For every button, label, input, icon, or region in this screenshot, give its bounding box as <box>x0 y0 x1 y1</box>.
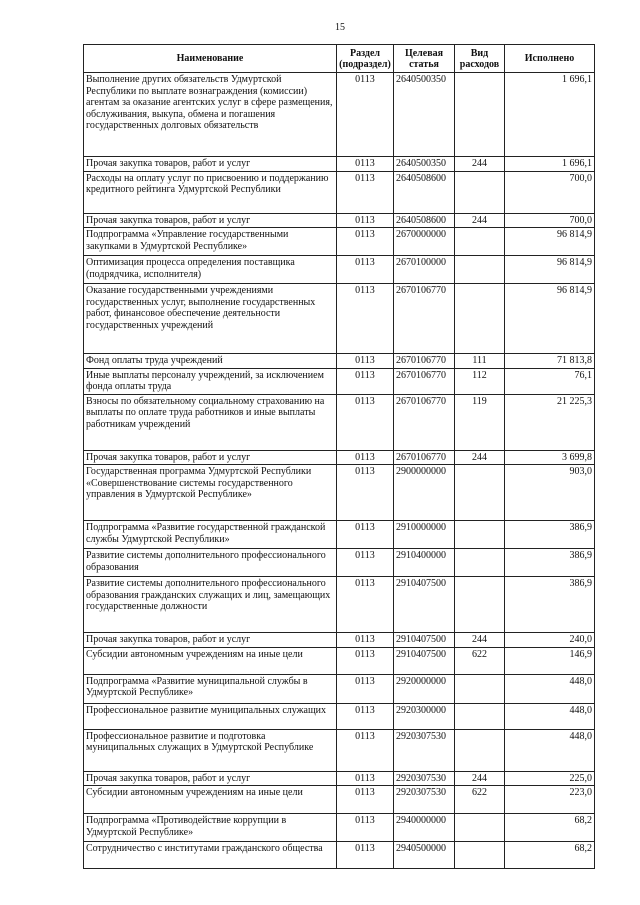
cell-kind <box>455 73 505 157</box>
cell-article: 2920307530 <box>394 729 455 771</box>
cell-article: 2940000000 <box>394 814 455 842</box>
cell-name: Подпрограмма «Развитие государственной гражданской службы Удмуртской Республики» <box>84 521 337 549</box>
cell-name: Расходы на оплату услуг по присвоению и поддержанию кредитного рейтинга Удмуртской Республики <box>84 171 337 213</box>
cell-article: 2940500000 <box>394 842 455 869</box>
cell-section: 0113 <box>337 521 394 549</box>
cell-kind: 111 <box>455 354 505 369</box>
header-done: Исполнено <box>505 45 595 73</box>
cell-section: 0113 <box>337 354 394 369</box>
header-name: Наименование <box>84 45 337 73</box>
cell-kind <box>455 842 505 869</box>
cell-kind <box>455 256 505 284</box>
cell-name: Прочая закупка товаров, работ и услуг <box>84 157 337 172</box>
cell-section: 0113 <box>337 465 394 521</box>
table-row <box>84 394 595 450</box>
cell-name: Подпрограмма «Противодействие коррупции в Удмуртской Республике» <box>84 814 337 842</box>
cell-done: 71 813,8 <box>505 354 595 369</box>
cell-done: 700,0 <box>505 213 595 228</box>
cell-article: 2640508600 <box>394 171 455 213</box>
cell-name: Подпрограмма «Управление государственными закупками в Удмуртской Республике» <box>84 228 337 256</box>
header-section: Раздел (подраздел) <box>337 45 394 73</box>
cell-name: Прочая закупка товаров, работ и услуг <box>84 771 337 786</box>
cell-name: Развитие системы дополнительного профессионального образования <box>84 549 337 577</box>
cell-name: Оказание государственными учреждениями государственных услуг, выполнение государственных работ, финансовое обеспечение деятельности государственных учреждений <box>84 284 337 354</box>
cell-kind <box>455 674 505 703</box>
cell-kind: 119 <box>455 394 505 450</box>
cell-section: 0113 <box>337 171 394 213</box>
table-row <box>84 171 595 213</box>
table-row <box>84 450 595 465</box>
cell-done: 386,9 <box>505 549 595 577</box>
cell-name: Фонд оплаты труда учреждений <box>84 354 337 369</box>
table-row <box>84 786 595 814</box>
cell-kind: 244 <box>455 771 505 786</box>
cell-article: 2910000000 <box>394 521 455 549</box>
table-row <box>84 228 595 256</box>
header-kind: Вид расходов <box>455 45 505 73</box>
cell-done: 96 814,9 <box>505 284 595 354</box>
cell-done: 68,2 <box>505 814 595 842</box>
cell-kind: 112 <box>455 368 505 394</box>
table-row <box>84 73 595 157</box>
cell-kind: 244 <box>455 633 505 648</box>
page-number: 15 <box>335 22 345 33</box>
cell-done: 223,0 <box>505 786 595 814</box>
cell-article: 2640500350 <box>394 73 455 157</box>
cell-name: Прочая закупка товаров, работ и услуг <box>84 450 337 465</box>
cell-name: Выполнение других обязательств Удмуртской Республики по выплате вознаграждения (комиссии) агентам за оказание агентских услуг в сфере размещения, обслуживания, выкупа, обмена и погашения государственных долговых обязательств <box>84 73 337 157</box>
cell-article: 2670106770 <box>394 450 455 465</box>
table-row <box>84 814 595 842</box>
cell-kind <box>455 228 505 256</box>
table-row <box>84 703 595 729</box>
cell-kind <box>455 549 505 577</box>
cell-section: 0113 <box>337 450 394 465</box>
cell-section: 0113 <box>337 647 394 674</box>
cell-section: 0113 <box>337 729 394 771</box>
header-article: Целевая статья <box>394 45 455 73</box>
cell-name: Профессиональное развитие муниципальных служащих <box>84 703 337 729</box>
cell-done: 903,0 <box>505 465 595 521</box>
cell-done: 448,0 <box>505 729 595 771</box>
cell-article: 2920307530 <box>394 786 455 814</box>
table-row <box>84 354 595 369</box>
cell-section: 0113 <box>337 256 394 284</box>
cell-name: Оптимизация процесса определения поставщика (подрядчика, исполнителя) <box>84 256 337 284</box>
cell-section: 0113 <box>337 284 394 354</box>
cell-done: 448,0 <box>505 703 595 729</box>
table-row <box>84 368 595 394</box>
cell-kind <box>455 703 505 729</box>
cell-name: Субсидии автономным учреждениям на иные цели <box>84 647 337 674</box>
cell-done: 146,9 <box>505 647 595 674</box>
table-row <box>84 256 595 284</box>
cell-section: 0113 <box>337 577 394 633</box>
cell-kind <box>455 284 505 354</box>
cell-kind: 622 <box>455 786 505 814</box>
table-row <box>84 674 595 703</box>
cell-kind: 244 <box>455 157 505 172</box>
cell-name: Субсидии автономным учреждениям на иные цели <box>84 786 337 814</box>
cell-name: Государственная программа Удмуртской Республики «Совершенствование системы государственного управления в Удмуртской Республике» <box>84 465 337 521</box>
cell-done: 3 699,8 <box>505 450 595 465</box>
cell-done: 240,0 <box>505 633 595 648</box>
cell-done: 96 814,9 <box>505 256 595 284</box>
cell-kind <box>455 814 505 842</box>
cell-kind <box>455 729 505 771</box>
cell-done: 386,9 <box>505 521 595 549</box>
cell-article: 2920300000 <box>394 703 455 729</box>
cell-kind <box>455 521 505 549</box>
cell-section: 0113 <box>337 157 394 172</box>
cell-article: 2670000000 <box>394 228 455 256</box>
cell-article: 2920000000 <box>394 674 455 703</box>
cell-done: 225,0 <box>505 771 595 786</box>
table-row <box>84 729 595 771</box>
cell-article: 2670106770 <box>394 354 455 369</box>
cell-kind <box>455 171 505 213</box>
cell-done: 76,1 <box>505 368 595 394</box>
cell-kind: 622 <box>455 647 505 674</box>
table-row <box>84 771 595 786</box>
cell-article: 2670100000 <box>394 256 455 284</box>
cell-name: Прочая закупка товаров, работ и услуг <box>84 633 337 648</box>
cell-section: 0113 <box>337 771 394 786</box>
cell-name: Прочая закупка товаров, работ и услуг <box>84 213 337 228</box>
cell-section: 0113 <box>337 786 394 814</box>
cell-done: 1 696,1 <box>505 157 595 172</box>
table-row <box>84 213 595 228</box>
cell-article: 2670106770 <box>394 284 455 354</box>
cell-done: 700,0 <box>505 171 595 213</box>
cell-name: Развитие системы дополнительного профессионального образования гражданских служащих и лиц, замещающих государственные должности <box>84 577 337 633</box>
cell-article: 2640508600 <box>394 213 455 228</box>
table-row <box>84 521 595 549</box>
cell-done: 68,2 <box>505 842 595 869</box>
table-row <box>84 157 595 172</box>
cell-kind: 244 <box>455 450 505 465</box>
table-row <box>84 284 595 354</box>
cell-article: 2910407500 <box>394 633 455 648</box>
cell-section: 0113 <box>337 73 394 157</box>
cell-article: 2910407500 <box>394 577 455 633</box>
cell-name: Профессиональное развитие и подготовка муниципальных служащих в Удмуртской Республике <box>84 729 337 771</box>
cell-section: 0113 <box>337 228 394 256</box>
cell-article: 2900000000 <box>394 465 455 521</box>
cell-section: 0113 <box>337 703 394 729</box>
table-body <box>84 73 595 869</box>
cell-done: 21 225,3 <box>505 394 595 450</box>
cell-name: Сотрудничество с институтами гражданского общества <box>84 842 337 869</box>
cell-article: 2910400000 <box>394 549 455 577</box>
cell-article: 2670106770 <box>394 394 455 450</box>
cell-section: 0113 <box>337 633 394 648</box>
cell-done: 386,9 <box>505 577 595 633</box>
cell-section: 0113 <box>337 394 394 450</box>
table-row <box>84 633 595 648</box>
cell-done: 448,0 <box>505 674 595 703</box>
budget-execution-table <box>83 44 595 869</box>
table-row <box>84 842 595 869</box>
cell-kind <box>455 465 505 521</box>
cell-section: 0113 <box>337 674 394 703</box>
cell-article: 2640500350 <box>394 157 455 172</box>
cell-name: Взносы по обязательному социальному страхованию на выплаты по оплате труда работников и иные выплаты работникам учреждений <box>84 394 337 450</box>
cell-section: 0113 <box>337 842 394 869</box>
table-row <box>84 647 595 674</box>
cell-section: 0113 <box>337 213 394 228</box>
cell-article: 2910407500 <box>394 647 455 674</box>
table-row <box>84 465 595 521</box>
cell-section: 0113 <box>337 368 394 394</box>
cell-name: Подпрограмма «Развитие муниципальной службы в Удмуртской Республике» <box>84 674 337 703</box>
table-row <box>84 577 595 633</box>
table-header-row <box>84 45 595 73</box>
cell-kind: 244 <box>455 213 505 228</box>
cell-section: 0113 <box>337 549 394 577</box>
cell-section: 0113 <box>337 814 394 842</box>
cell-article: 2670106770 <box>394 368 455 394</box>
cell-article: 2920307530 <box>394 771 455 786</box>
cell-name: Иные выплаты персоналу учреждений, за исключением фонда оплаты труда <box>84 368 337 394</box>
cell-kind <box>455 577 505 633</box>
cell-done: 1 696,1 <box>505 73 595 157</box>
cell-done: 96 814,9 <box>505 228 595 256</box>
table-row <box>84 549 595 577</box>
